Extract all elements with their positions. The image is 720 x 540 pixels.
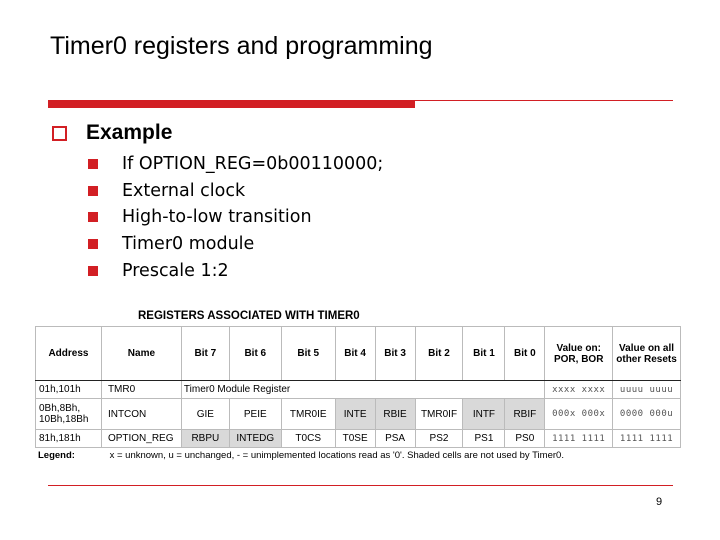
hollow-square-bullet-icon xyxy=(52,126,67,141)
bullet-text: Prescale 1:2 xyxy=(122,260,229,281)
bit-cell: INTE xyxy=(335,399,375,430)
bit-cell: RBIE xyxy=(375,399,415,430)
column-header: Bit 4 xyxy=(335,327,375,381)
register-name-cell: INTCON xyxy=(101,399,181,430)
reset-value-cell: 1111 1111 xyxy=(613,430,681,448)
register-figure xyxy=(33,306,683,461)
por-value-cell: xxxx xxxx xyxy=(545,381,613,399)
list-item xyxy=(88,151,383,178)
bit-cell: TMR0IE xyxy=(281,399,335,430)
register-table-heading: REGISTERS ASSOCIATED WITH TIMER0 xyxy=(138,310,360,322)
bit-cell: T0CS xyxy=(281,430,335,448)
bit-cell: PSA xyxy=(375,430,415,448)
bit-cell: PS0 xyxy=(505,430,545,448)
bit-cell: PEIE xyxy=(229,399,281,430)
legend-label: Legend: xyxy=(38,450,75,461)
column-header: Name xyxy=(101,327,181,381)
slide-title: Timer0 registers and programming xyxy=(50,32,433,60)
bit-cell: PS2 xyxy=(415,430,463,448)
column-header: Bit 5 xyxy=(281,327,335,381)
column-header: Bit 1 xyxy=(463,327,505,381)
legend-text: x = unknown, u = unchanged, - = unimplemented locations read as '0'. Shaded cells are not used by Timer0. xyxy=(109,450,564,461)
example-heading xyxy=(52,121,172,145)
column-header: Bit 3 xyxy=(375,327,415,381)
list-item xyxy=(88,231,383,258)
address-cell: 81h,181h xyxy=(36,430,102,448)
example-bullet-list xyxy=(88,151,383,284)
list-item xyxy=(88,204,383,231)
address-cell: 0Bh,8Bh, 10Bh,18Bh xyxy=(36,399,102,430)
column-header: Bit 6 xyxy=(229,327,281,381)
column-header: Bit 0 xyxy=(505,327,545,381)
column-header: Bit 2 xyxy=(415,327,463,381)
page-number: 9 xyxy=(656,496,663,508)
bullet-text: External clock xyxy=(122,180,246,201)
reset-value-cell: uuuu uuuu xyxy=(613,381,681,399)
register-span-cell: Timer0 Module Register xyxy=(181,381,544,399)
register-table xyxy=(35,326,681,448)
bit-cell: INTEDG xyxy=(229,430,281,448)
table-header-row xyxy=(36,327,681,381)
bullet-text: If OPTION_REG=0b00110000; xyxy=(122,154,384,175)
square-bullet-icon xyxy=(88,239,98,249)
bit-cell: INTF xyxy=(463,399,505,430)
column-header: Bit 7 xyxy=(181,327,229,381)
bullet-text: Timer0 module xyxy=(122,234,255,255)
table-row xyxy=(36,381,681,399)
column-header: Address xyxy=(36,327,102,381)
square-bullet-icon xyxy=(88,212,98,222)
square-bullet-icon xyxy=(88,266,98,276)
bit-cell: RBIF xyxy=(505,399,545,430)
title-accent-line xyxy=(415,100,673,101)
por-value-cell: 1111 1111 xyxy=(545,430,613,448)
footer-divider xyxy=(48,485,673,486)
table-row xyxy=(36,399,681,430)
list-item xyxy=(88,178,383,205)
table-row xyxy=(36,430,681,448)
square-bullet-icon xyxy=(88,186,98,196)
por-value-cell: 000x 000x xyxy=(545,399,613,430)
register-name-cell: TMR0 xyxy=(101,381,181,399)
address-cell: 01h,101h xyxy=(36,381,102,399)
bit-cell: GIE xyxy=(181,399,229,430)
bit-cell: T0SE xyxy=(335,430,375,448)
table-legend xyxy=(38,450,683,461)
column-header: Value on: POR, BOR xyxy=(545,327,613,381)
square-bullet-icon xyxy=(88,159,98,169)
register-name-cell: OPTION_REG xyxy=(101,430,181,448)
column-header: Value on all other Resets xyxy=(613,327,681,381)
reset-value-cell: 0000 000u xyxy=(613,399,681,430)
example-label: Example xyxy=(86,121,173,144)
title-accent-bar xyxy=(48,100,415,108)
bit-cell: RBPU xyxy=(181,430,229,448)
list-item xyxy=(88,257,383,284)
bit-cell: TMR0IF xyxy=(415,399,463,430)
bullet-text: High-to-low transition xyxy=(122,207,312,228)
bit-cell: PS1 xyxy=(463,430,505,448)
